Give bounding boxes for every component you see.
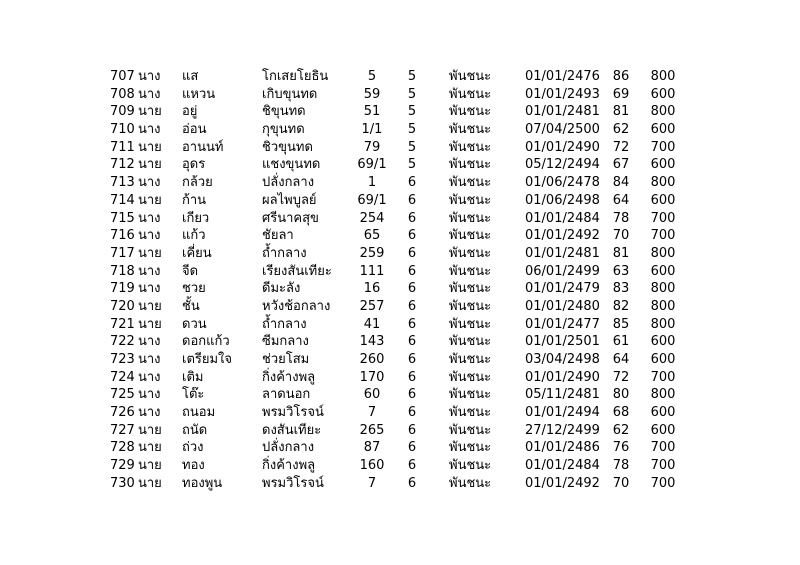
- birth-date-cell: 01/01/2476: [525, 69, 600, 84]
- title-prefix-cell: นาย: [138, 157, 162, 173]
- title-prefix-cell: นาง: [138, 281, 161, 297]
- birth-date-cell: 01/01/2477: [525, 316, 600, 332]
- birth-date-cell: 01/01/2501: [525, 334, 600, 350]
- village-name-cell: พันชนะ: [449, 69, 492, 84]
- allowance-amount-cell: 700: [650, 475, 676, 491]
- birth-date-cell: 05/11/2481: [525, 387, 600, 403]
- title-prefix-cell: นาย: [138, 475, 162, 491]
- house-number-cell: 257: [359, 298, 385, 314]
- row-number-cell: 707: [110, 69, 135, 84]
- title-prefix-cell: นาย: [138, 104, 162, 120]
- birth-date-cell: 01/01/2493: [525, 86, 600, 102]
- row-number-cell: 726: [110, 405, 135, 421]
- allowance-amount-cell: 600: [650, 422, 676, 438]
- first-name-cell: เติม: [182, 369, 204, 385]
- age-cell: 63: [612, 263, 630, 279]
- first-name-cell: อยู่: [182, 104, 198, 120]
- table-row: [0, 316, 800, 334]
- first-name-cell: กล้วย: [182, 175, 213, 191]
- first-name-cell: ชั้น: [182, 298, 200, 314]
- age-cell: 67: [612, 157, 630, 173]
- table-row: [0, 174, 800, 192]
- title-prefix-cell: นาย: [138, 139, 162, 155]
- title-prefix-cell: นาย: [138, 316, 162, 332]
- row-number-cell: 715: [110, 210, 135, 226]
- surname-cell: แชงขุนทด: [262, 157, 321, 173]
- village-moo-cell: 5: [407, 69, 417, 84]
- village-name-cell: พันชนะ: [449, 122, 492, 138]
- title-prefix-cell: นาย: [138, 422, 162, 438]
- title-prefix-cell: นาง: [138, 405, 161, 421]
- first-name-cell: ทองพูน: [182, 475, 223, 491]
- house-number-cell: 16: [363, 281, 381, 297]
- age-cell: 72: [612, 369, 630, 385]
- house-number-cell: 254: [359, 210, 385, 226]
- age-cell: 84: [612, 175, 630, 191]
- village-moo-cell: 6: [407, 263, 417, 279]
- house-number-cell: 51: [363, 104, 381, 120]
- house-number-cell: 69/1: [357, 192, 387, 208]
- village-moo-cell: 6: [407, 475, 417, 491]
- row-number-cell: 717: [110, 245, 135, 261]
- birth-date-cell: 03/04/2498: [525, 352, 600, 367]
- house-number-cell: 5: [367, 69, 377, 84]
- surname-cell: กิ่งค้างพลู: [262, 458, 316, 474]
- allowance-amount-cell: 700: [650, 210, 676, 226]
- age-cell: 62: [612, 122, 630, 138]
- title-prefix-cell: นาง: [138, 69, 161, 84]
- birth-date-cell: 01/01/2492: [525, 475, 600, 491]
- title-prefix-cell: นาง: [138, 369, 161, 385]
- age-cell: 81: [612, 245, 630, 261]
- age-cell: 70: [612, 475, 630, 491]
- row-number-cell: 730: [110, 475, 135, 491]
- row-number-cell: 718: [110, 263, 135, 279]
- first-name-cell: แก้ว: [182, 228, 206, 244]
- first-name-cell: เตรียมใจ: [182, 352, 233, 367]
- village-name-cell: พันชนะ: [449, 475, 492, 491]
- allowance-amount-cell: 600: [650, 352, 676, 367]
- age-cell: 70: [612, 228, 630, 244]
- surname-cell: ลาดนอก: [262, 387, 311, 403]
- village-moo-cell: 6: [407, 369, 417, 385]
- surname-cell: ซีมกลาง: [262, 334, 309, 350]
- village-name-cell: พันชนะ: [449, 192, 492, 208]
- village-name-cell: พันชนะ: [449, 86, 492, 102]
- allowance-amount-cell: 800: [650, 316, 676, 332]
- table-row: [0, 457, 800, 475]
- age-cell: 86: [612, 69, 630, 84]
- table-row: [0, 280, 800, 298]
- first-name-cell: ดอกแก้ว: [182, 334, 230, 350]
- age-cell: 82: [612, 298, 630, 314]
- village-name-cell: พันชนะ: [449, 440, 492, 456]
- village-moo-cell: 5: [407, 157, 417, 173]
- birth-date-cell: 01/06/2478: [525, 175, 600, 191]
- surname-cell: เรียงสันเทียะ: [262, 263, 332, 279]
- surname-cell: พรมวิโรจน์: [262, 405, 324, 421]
- title-prefix-cell: นาง: [138, 334, 161, 350]
- table-row: [0, 475, 800, 493]
- house-number-cell: 87: [363, 440, 381, 456]
- village-name-cell: พันชนะ: [449, 175, 492, 191]
- surname-cell: ดงสันเทียะ: [262, 422, 322, 438]
- village-moo-cell: 6: [407, 281, 417, 297]
- row-number-cell: 711: [110, 139, 135, 155]
- village-moo-cell: 6: [407, 192, 417, 208]
- house-number-cell: 7: [367, 405, 377, 421]
- village-name-cell: พันชนะ: [449, 369, 492, 385]
- first-name-cell: โต๊ะ: [182, 387, 205, 403]
- table-row: [0, 68, 800, 86]
- row-number-cell: 714: [110, 192, 135, 208]
- first-name-cell: อานนท์: [182, 139, 224, 155]
- birth-date-cell: 01/01/2494: [525, 405, 600, 421]
- table-row: [0, 156, 800, 174]
- surname-cell: กุขุนทด: [262, 122, 305, 138]
- village-name-cell: พันชนะ: [449, 104, 492, 120]
- title-prefix-cell: นาย: [138, 458, 162, 474]
- title-prefix-cell: นาย: [138, 298, 162, 314]
- surname-cell: ช่วยโสม: [262, 352, 310, 367]
- age-cell: 81: [612, 104, 630, 120]
- surname-cell: พรมวิโรจน์: [262, 475, 324, 491]
- village-name-cell: พันชนะ: [449, 245, 492, 261]
- birth-date-cell: 01/01/2479: [525, 281, 600, 297]
- house-number-cell: 65: [363, 228, 381, 244]
- row-number-cell: 712: [110, 157, 135, 173]
- title-prefix-cell: นาย: [138, 192, 162, 208]
- allowance-amount-cell: 800: [650, 69, 676, 84]
- title-prefix-cell: นาง: [138, 210, 161, 226]
- village-moo-cell: 6: [407, 316, 417, 332]
- village-moo-cell: 6: [407, 405, 417, 421]
- allowance-amount-cell: 800: [650, 245, 676, 261]
- surname-cell: ผลไพบูลย์: [262, 192, 317, 208]
- row-number-cell: 708: [110, 86, 135, 102]
- first-name-cell: ดวน: [182, 316, 207, 332]
- age-cell: 64: [612, 352, 630, 367]
- title-prefix-cell: นาย: [138, 440, 162, 456]
- surname-cell: หวังช้อกลาง: [262, 298, 331, 314]
- house-number-cell: 60: [363, 387, 381, 403]
- row-number-cell: 710: [110, 122, 135, 138]
- surname-cell: ปลั่งกลาง: [262, 175, 315, 191]
- row-number-cell: 721: [110, 316, 135, 332]
- village-moo-cell: 6: [407, 228, 417, 244]
- village-moo-cell: 6: [407, 334, 417, 350]
- village-name-cell: พันชนะ: [449, 228, 492, 244]
- surname-cell: โกเสยโยธิน: [262, 69, 329, 84]
- birth-date-cell: 05/12/2494: [525, 157, 600, 173]
- age-cell: 76: [612, 440, 630, 456]
- table-row: [0, 245, 800, 263]
- allowance-amount-cell: 600: [650, 334, 676, 350]
- age-cell: 62: [612, 422, 630, 438]
- birth-date-cell: 06/01/2499: [525, 263, 600, 279]
- first-name-cell: ถนอม: [182, 405, 216, 421]
- allowance-amount-cell: 600: [650, 192, 676, 208]
- age-cell: 64: [612, 192, 630, 208]
- village-moo-cell: 5: [407, 86, 417, 102]
- age-cell: 68: [612, 405, 630, 421]
- row-number-cell: 723: [110, 352, 135, 367]
- house-number-cell: 1/1: [361, 122, 383, 138]
- allowance-amount-cell: 700: [650, 228, 676, 244]
- first-name-cell: ชวย: [182, 281, 206, 297]
- row-number-cell: 719: [110, 281, 135, 297]
- village-moo-cell: 6: [407, 387, 417, 403]
- surname-cell: ชัยลา: [262, 228, 294, 244]
- house-number-cell: 41: [363, 316, 381, 332]
- age-cell: 61: [612, 334, 630, 350]
- village-name-cell: พันชนะ: [449, 334, 492, 350]
- age-cell: 83: [612, 281, 630, 297]
- village-moo-cell: 6: [407, 210, 417, 226]
- village-name-cell: พันชนะ: [449, 281, 492, 297]
- table-row: [0, 103, 800, 121]
- surname-cell: ปลั่งกลาง: [262, 440, 315, 456]
- village-moo-cell: 5: [407, 122, 417, 138]
- first-name-cell: เคี่ยน: [182, 245, 212, 261]
- village-name-cell: พันชนะ: [449, 139, 492, 155]
- title-prefix-cell: นาง: [138, 122, 161, 138]
- surname-cell: ถ้ำกลาง: [262, 245, 307, 261]
- allowance-amount-cell: 800: [650, 298, 676, 314]
- first-name-cell: อ่อน: [182, 122, 207, 138]
- row-number-cell: 724: [110, 369, 135, 385]
- house-number-cell: 170: [359, 369, 385, 385]
- village-moo-cell: 6: [407, 245, 417, 261]
- birth-date-cell: 01/01/2490: [525, 369, 600, 385]
- house-number-cell: 79: [363, 139, 381, 155]
- house-number-cell: 7: [367, 475, 377, 491]
- title-prefix-cell: นาง: [138, 352, 161, 367]
- age-cell: 78: [612, 458, 630, 474]
- house-number-cell: 259: [359, 245, 385, 261]
- birth-date-cell: 01/01/2481: [525, 104, 600, 120]
- surname-cell: ชิวขุนทด: [262, 139, 313, 155]
- surname-cell: ดีมะลัง: [262, 281, 301, 297]
- village-moo-cell: 6: [407, 458, 417, 474]
- table-row: [0, 121, 800, 139]
- first-name-cell: เกียว: [182, 210, 210, 226]
- title-prefix-cell: นาย: [138, 245, 162, 261]
- birth-date-cell: 07/04/2500: [525, 122, 600, 138]
- birth-date-cell: 01/01/2490: [525, 139, 600, 155]
- age-cell: 72: [612, 139, 630, 155]
- allowance-amount-cell: 600: [650, 405, 676, 421]
- allowance-amount-cell: 700: [650, 139, 676, 155]
- first-name-cell: แส: [182, 69, 199, 84]
- birth-date-cell: 01/01/2481: [525, 245, 600, 261]
- village-moo-cell: 5: [407, 139, 417, 155]
- table-row: [0, 86, 800, 104]
- table-row: [0, 404, 800, 422]
- surname-cell: ถ้ำกลาง: [262, 316, 307, 332]
- surname-cell: ชิขุนทด: [262, 104, 306, 120]
- row-number-cell: 722: [110, 334, 135, 350]
- allowance-amount-cell: 600: [650, 263, 676, 279]
- village-name-cell: พันชนะ: [449, 458, 492, 474]
- row-number-cell: 725: [110, 387, 135, 403]
- village-name-cell: พันชนะ: [449, 405, 492, 421]
- allowance-amount-cell: 800: [650, 281, 676, 297]
- village-name-cell: พันชนะ: [449, 263, 492, 279]
- birth-date-cell: 01/01/2492: [525, 228, 600, 244]
- village-moo-cell: 6: [407, 440, 417, 456]
- allowance-amount-cell: 700: [650, 458, 676, 474]
- row-number-cell: 713: [110, 175, 135, 191]
- table-row: [0, 192, 800, 210]
- first-name-cell: ถนัด: [182, 422, 208, 438]
- row-number-cell: 727: [110, 422, 135, 438]
- first-name-cell: ก้าน: [182, 192, 207, 208]
- first-name-cell: อุดร: [182, 157, 206, 173]
- allowance-amount-cell: 800: [650, 387, 676, 403]
- first-name-cell: จีด: [182, 263, 199, 279]
- age-cell: 85: [612, 316, 630, 332]
- allowance-amount-cell: 800: [650, 175, 676, 191]
- village-moo-cell: 6: [407, 422, 417, 438]
- table-row: [0, 439, 800, 457]
- age-cell: 80: [612, 387, 630, 403]
- village-name-cell: พันชนะ: [449, 298, 492, 314]
- first-name-cell: แหวน: [182, 86, 216, 102]
- allowance-amount-cell: 700: [650, 369, 676, 385]
- birth-date-cell: 27/12/2499: [525, 422, 600, 438]
- title-prefix-cell: นาง: [138, 86, 161, 102]
- title-prefix-cell: นาง: [138, 387, 161, 403]
- table-row: [0, 351, 800, 369]
- first-name-cell: ทอง: [182, 458, 205, 474]
- birth-date-cell: 01/01/2480: [525, 298, 600, 314]
- village-moo-cell: 6: [407, 352, 417, 367]
- house-number-cell: 143: [359, 334, 385, 350]
- house-number-cell: 265: [359, 422, 385, 438]
- birth-date-cell: 01/01/2486: [525, 440, 600, 456]
- title-prefix-cell: นาง: [138, 175, 161, 191]
- table-row: [0, 369, 800, 387]
- table-row: [0, 139, 800, 157]
- house-number-cell: 111: [359, 263, 385, 279]
- row-number-cell: 716: [110, 228, 135, 244]
- title-prefix-cell: นาง: [138, 228, 161, 244]
- village-name-cell: พันชนะ: [449, 387, 492, 403]
- house-number-cell: 260: [359, 352, 385, 367]
- row-number-cell: 729: [110, 458, 135, 474]
- allowance-amount-cell: 600: [650, 122, 676, 138]
- table-row: [0, 298, 800, 316]
- village-name-cell: พันชนะ: [449, 352, 492, 367]
- village-moo-cell: 6: [407, 298, 417, 314]
- birth-date-cell: 01/01/2484: [525, 210, 600, 226]
- allowance-amount-cell: 700: [650, 440, 676, 456]
- title-prefix-cell: นาง: [138, 263, 161, 279]
- village-name-cell: พันชนะ: [449, 422, 492, 438]
- house-number-cell: 160: [359, 458, 385, 474]
- row-number-cell: 728: [110, 440, 135, 456]
- birth-date-cell: 01/06/2498: [525, 192, 600, 208]
- surname-cell: เกิบขุนทด: [262, 86, 318, 102]
- allowance-amount-cell: 600: [650, 86, 676, 102]
- row-number-cell: 720: [110, 298, 135, 314]
- house-number-cell: 59: [363, 86, 381, 102]
- allowance-amount-cell: 600: [650, 157, 676, 173]
- table-row: [0, 333, 800, 351]
- allowance-amount-cell: 800: [650, 104, 676, 120]
- row-number-cell: 709: [110, 104, 135, 120]
- table-row: [0, 227, 800, 245]
- birth-date-cell: 01/01/2484: [525, 458, 600, 474]
- table-row: [0, 422, 800, 440]
- first-name-cell: ถ่วง: [182, 440, 204, 456]
- age-cell: 78: [612, 210, 630, 226]
- village-name-cell: พันชนะ: [449, 157, 492, 173]
- house-number-cell: 69/1: [357, 157, 387, 173]
- village-name-cell: พันชนะ: [449, 210, 492, 226]
- surname-cell: กิ่งค้างพลู: [262, 369, 316, 385]
- house-number-cell: 1: [367, 175, 377, 191]
- surname-cell: ศรีนาคสุข: [262, 210, 319, 226]
- table-row: [0, 263, 800, 281]
- age-cell: 69: [612, 86, 630, 102]
- beneficiary-table: [0, 68, 800, 493]
- village-moo-cell: 5: [407, 104, 417, 120]
- village-name-cell: พันชนะ: [449, 316, 492, 332]
- table-row: [0, 386, 800, 404]
- table-row: [0, 210, 800, 228]
- village-moo-cell: 6: [407, 175, 417, 191]
